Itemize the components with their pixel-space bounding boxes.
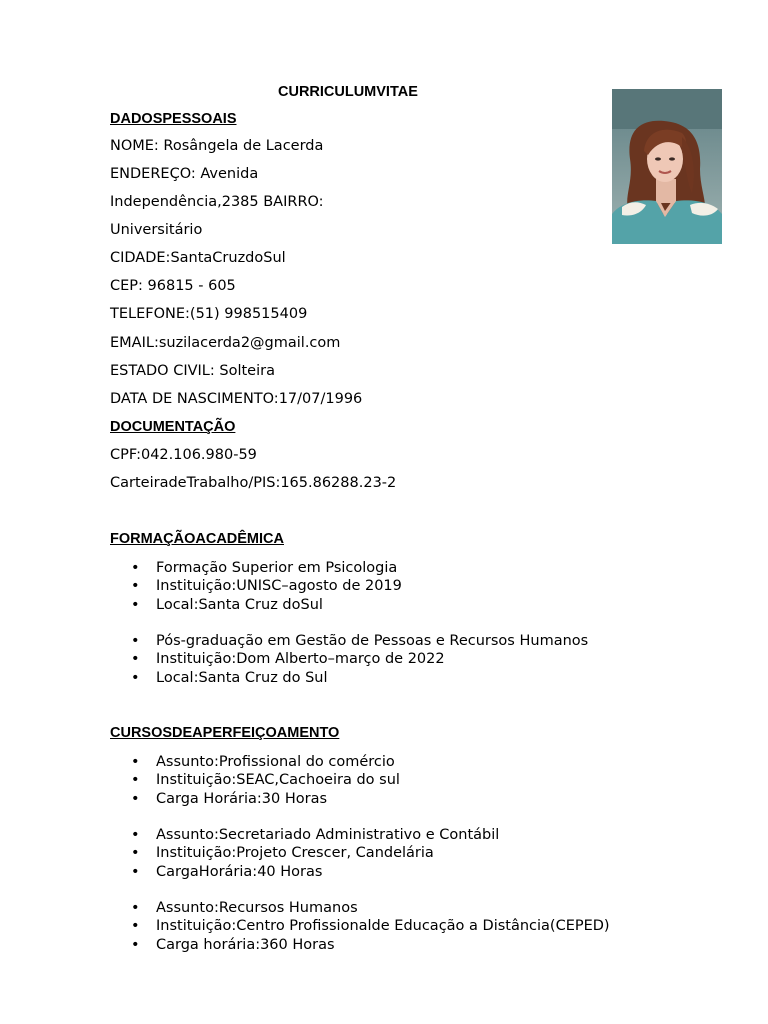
- telefone-text: TELEFONE:(51) 998515409: [110, 306, 308, 322]
- section-heading-documentacao: DOCUMENTAÇÃO: [110, 419, 236, 435]
- cidade-text: CIDADE:SantaCruzdoSul: [110, 250, 286, 266]
- list-item: • Carga horária:360 Horas: [131, 936, 335, 953]
- section-heading-cursos: CURSOSDEAPERFEIÇOAMENTO: [110, 725, 340, 741]
- estado-civil-text: ESTADO CIVIL: Solteira: [110, 363, 275, 379]
- cursos-list-1: [110, 753, 400, 808]
- list-item: • Pós-graduação em Gestão de Pessoas e Recursos Humanos: [131, 633, 589, 649]
- list-item: • Assunto:Profissional do comércio: [131, 754, 395, 770]
- list-item: • Assunto:Recursos Humanos: [131, 900, 358, 916]
- list-item: • Local:Santa Cruz do Sul: [131, 669, 328, 686]
- list-item: • Instituição:Centro Profissionalde Educação a Distância(CEPED): [131, 918, 610, 935]
- endereco-cont-text: Independência,2385 BAIRRO:: [110, 194, 324, 210]
- cep-text: CEP: 96815 - 605: [110, 278, 236, 294]
- formacao-list-1: [110, 559, 402, 614]
- list-item: • Instituição:Dom Alberto–março de 2022: [131, 651, 445, 668]
- list-item: • Assunto:Secretariado Administrativo e Contábil: [131, 827, 500, 843]
- section-heading-formacao: FORMAÇÃOACADÊMICA: [110, 531, 284, 547]
- list-item: • Instituição:Projeto Crescer, Candelária: [131, 845, 434, 862]
- email-text: EMAIL:suzilacerda2@gmail.com: [110, 335, 341, 351]
- list-item: • Instituição:SEAC,Cachoeira do sul: [131, 772, 400, 789]
- list-item: • Local:Santa Cruz doSul: [131, 596, 323, 613]
- list-item: • CargaHorária:40 Horas: [131, 863, 323, 880]
- section-heading-dados-pessoais: DADOSPESSOAIS: [110, 111, 237, 127]
- cursos-list-2: [110, 826, 499, 881]
- cursos-list-3: [110, 899, 610, 954]
- cpf-text: CPF:042.106.980-59: [110, 447, 257, 463]
- endereco-text: ENDEREÇO: Avenida: [110, 166, 259, 182]
- document-title: CURRICULUMVITAE: [278, 84, 418, 100]
- profile-photo: [612, 89, 722, 244]
- nome-text: NOME: Rosângela de Lacerda: [110, 138, 324, 154]
- data-nascimento-text: DATA DE NASCIMENTO:17/07/1996: [110, 391, 363, 407]
- carteira-trabalho-text: CarteiradeTrabalho/PIS:165.86288.23-2: [110, 475, 397, 491]
- formacao-list-2: [110, 632, 588, 687]
- list-item: • Formação Superior em Psicologia: [131, 560, 398, 576]
- bairro-text: Universitário: [110, 222, 203, 238]
- list-item: • Carga Horária:30 Horas: [131, 790, 328, 807]
- list-item: • Instituição:UNISC–agosto de 2019: [131, 578, 402, 595]
